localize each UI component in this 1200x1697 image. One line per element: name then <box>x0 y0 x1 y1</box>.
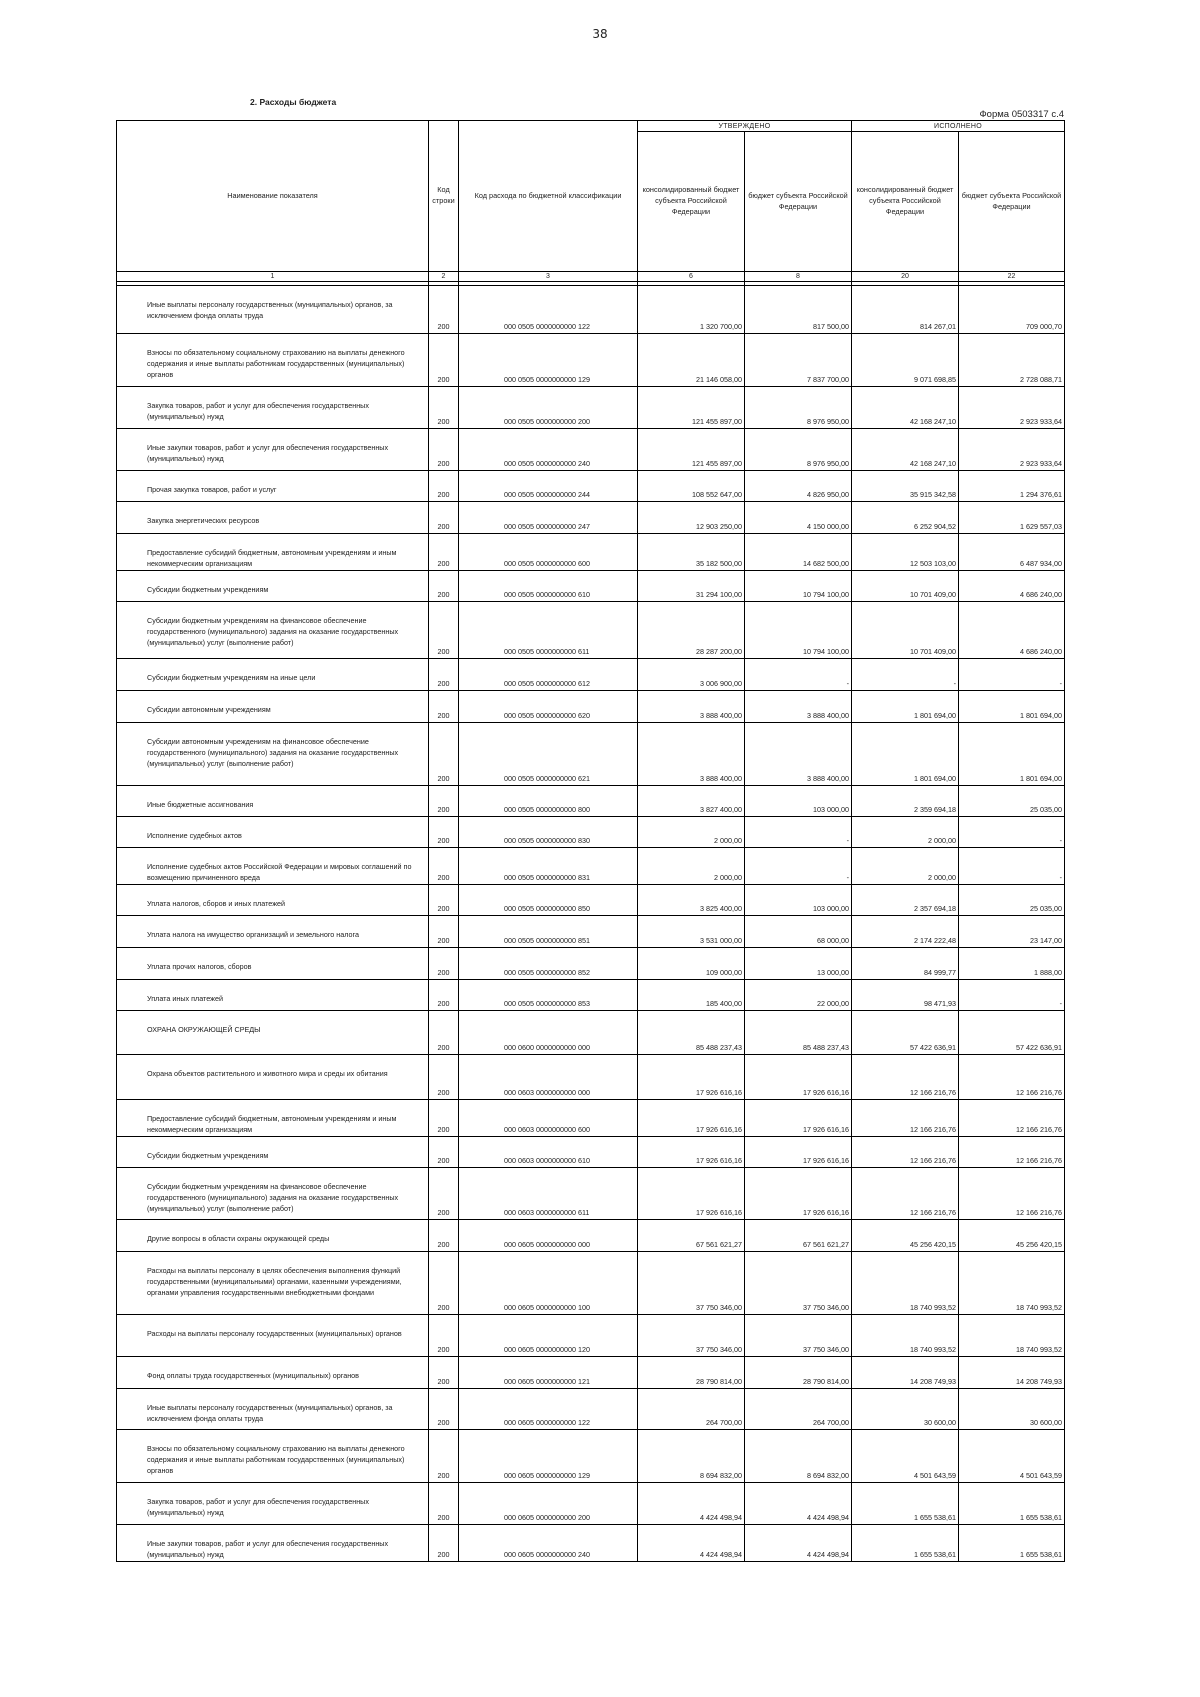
row-approved-subject: 28 790 814,00 <box>745 1357 852 1389</box>
row-approved-consolidated: 85 488 237,43 <box>638 1011 745 1055</box>
row-classification: 000 0505 0000000000 620 <box>459 691 638 723</box>
row-code: 200 <box>429 848 459 885</box>
row-name: Субсидии бюджетным учреждениям на финансовое обеспечение государственного (муниципального) задания на оказание государственных (муниципальных) услуг (выполнение работ) <box>117 1168 429 1220</box>
table-row <box>117 916 1065 948</box>
row-classification: 000 0605 0000000000 000 <box>459 1220 638 1252</box>
row-classification: 000 0505 0000000000 800 <box>459 786 638 817</box>
row-code: 200 <box>429 980 459 1011</box>
row-executed-consolidated: 30 600,00 <box>852 1389 959 1430</box>
row-executed-subject: 709 000,70 <box>959 286 1065 334</box>
row-approved-subject: - <box>745 817 852 848</box>
row-approved-subject: 14 682 500,00 <box>745 534 852 571</box>
table-row <box>117 387 1065 429</box>
row-name: Иные закупки товаров, работ и услуг для обеспечения государственных (муниципальных) нужд <box>117 1525 429 1562</box>
row-executed-subject: 57 422 636,91 <box>959 1011 1065 1055</box>
row-approved-consolidated: 2 000,00 <box>638 848 745 885</box>
row-classification: 000 0505 0000000000 200 <box>459 387 638 429</box>
row-name: Иные закупки товаров, работ и услуг для обеспечения государственных (муниципальных) нужд <box>117 429 429 471</box>
row-classification: 000 0605 0000000000 120 <box>459 1315 638 1357</box>
row-name: Фонд оплаты труда государственных (муниципальных) органов <box>117 1357 429 1389</box>
row-code: 200 <box>429 948 459 980</box>
row-executed-subject: 12 166 216,76 <box>959 1168 1065 1220</box>
row-code: 200 <box>429 471 459 502</box>
table-row <box>117 948 1065 980</box>
row-approved-subject: 85 488 237,43 <box>745 1011 852 1055</box>
row-executed-subject: 1 801 694,00 <box>959 691 1065 723</box>
row-code: 200 <box>429 1100 459 1137</box>
row-approved-subject: 264 700,00 <box>745 1389 852 1430</box>
row-approved-subject: 17 926 616,16 <box>745 1137 852 1168</box>
table-row <box>117 885 1065 916</box>
row-approved-consolidated: 37 750 346,00 <box>638 1315 745 1357</box>
row-approved-subject: 37 750 346,00 <box>745 1252 852 1315</box>
table-row <box>117 817 1065 848</box>
row-executed-subject: 30 600,00 <box>959 1389 1065 1430</box>
row-approved-subject: 13 000,00 <box>745 948 852 980</box>
row-classification: 000 0505 0000000000 850 <box>459 885 638 916</box>
row-name: Прочая закупка товаров, работ и услуг <box>117 471 429 502</box>
column-number: 2 <box>429 272 459 282</box>
row-name: Иные выплаты персоналу государственных (муниципальных) органов, за исключением фонда оплаты труда <box>117 1389 429 1430</box>
row-name: Субсидии автономным учреждениям <box>117 691 429 723</box>
column-number: 1 <box>117 272 429 282</box>
row-executed-subject: 1 888,00 <box>959 948 1065 980</box>
row-code: 200 <box>429 571 459 602</box>
row-executed-subject: 12 166 216,76 <box>959 1055 1065 1100</box>
column-number: 3 <box>459 272 638 282</box>
row-executed-subject: 14 208 749,93 <box>959 1357 1065 1389</box>
row-code: 200 <box>429 817 459 848</box>
row-executed-subject: 1 629 557,03 <box>959 502 1065 534</box>
table-row <box>117 1483 1065 1525</box>
row-executed-consolidated: 1 655 538,61 <box>852 1525 959 1562</box>
row-executed-subject: 4 501 643,59 <box>959 1430 1065 1483</box>
row-code: 200 <box>429 1220 459 1252</box>
row-executed-consolidated: 2 359 694,18 <box>852 786 959 817</box>
row-approved-consolidated: 108 552 647,00 <box>638 471 745 502</box>
row-classification: 000 0505 0000000000 612 <box>459 659 638 691</box>
row-classification: 000 0605 0000000000 100 <box>459 1252 638 1315</box>
row-code: 200 <box>429 334 459 387</box>
row-approved-consolidated: 185 400,00 <box>638 980 745 1011</box>
table-row <box>117 1357 1065 1389</box>
row-executed-subject: 1 801 694,00 <box>959 723 1065 786</box>
row-name: Исполнение судебных актов Российской Федерации и мировых соглашений по возмещению причиненного вреда <box>117 848 429 885</box>
row-classification: 000 0505 0000000000 852 <box>459 948 638 980</box>
row-executed-consolidated: 18 740 993,52 <box>852 1252 959 1315</box>
row-executed-subject: 4 686 240,00 <box>959 571 1065 602</box>
row-executed-consolidated: 814 267,01 <box>852 286 959 334</box>
row-executed-subject: 12 166 216,76 <box>959 1100 1065 1137</box>
row-name: Взносы по обязательному социальному страхованию на выплаты денежного содержания и иные выплаты работникам государственных (муниципальных) органов <box>117 1430 429 1483</box>
row-approved-subject: 3 888 400,00 <box>745 723 852 786</box>
table-row <box>117 723 1065 786</box>
table-row <box>117 429 1065 471</box>
row-code: 200 <box>429 1315 459 1357</box>
row-approved-subject: 17 926 616,16 <box>745 1100 852 1137</box>
row-approved-subject: 8 976 950,00 <box>745 429 852 471</box>
row-executed-subject: 2 728 088,71 <box>959 334 1065 387</box>
row-classification: 000 0605 0000000000 240 <box>459 1525 638 1562</box>
row-code: 200 <box>429 286 459 334</box>
table-row <box>117 286 1065 334</box>
table-row <box>117 1252 1065 1315</box>
row-classification: 000 0505 0000000000 129 <box>459 334 638 387</box>
row-executed-subject: 45 256 420,15 <box>959 1220 1065 1252</box>
row-classification: 000 0605 0000000000 200 <box>459 1483 638 1525</box>
row-approved-subject: 22 000,00 <box>745 980 852 1011</box>
table-row <box>117 602 1065 659</box>
row-approved-subject: 7 837 700,00 <box>745 334 852 387</box>
row-approved-consolidated: 28 790 814,00 <box>638 1357 745 1389</box>
row-executed-consolidated: 12 166 216,76 <box>852 1100 959 1137</box>
row-approved-consolidated: 4 424 498,94 <box>638 1483 745 1525</box>
row-approved-consolidated: 2 000,00 <box>638 817 745 848</box>
row-code: 200 <box>429 1525 459 1562</box>
row-executed-subject: 2 923 933,64 <box>959 387 1065 429</box>
row-name: Охрана объектов растительного и животного мира и среды их обитания <box>117 1055 429 1100</box>
row-approved-consolidated: 31 294 100,00 <box>638 571 745 602</box>
expenses-table <box>116 120 1065 1562</box>
table-row <box>117 1055 1065 1100</box>
row-approved-subject: 67 561 621,27 <box>745 1220 852 1252</box>
row-approved-subject: 4 826 950,00 <box>745 471 852 502</box>
table-row <box>117 1137 1065 1168</box>
row-classification: 000 0505 0000000000 621 <box>459 723 638 786</box>
row-code: 200 <box>429 786 459 817</box>
row-executed-consolidated: 1 801 694,00 <box>852 723 959 786</box>
row-classification: 000 0603 0000000000 610 <box>459 1137 638 1168</box>
row-executed-consolidated: 1 801 694,00 <box>852 691 959 723</box>
row-code: 200 <box>429 691 459 723</box>
row-executed-consolidated: 2 174 222,48 <box>852 916 959 948</box>
row-approved-consolidated: 1 320 700,00 <box>638 286 745 334</box>
row-code: 200 <box>429 1137 459 1168</box>
row-approved-consolidated: 3 888 400,00 <box>638 723 745 786</box>
row-code: 200 <box>429 1357 459 1389</box>
row-approved-subject: 10 794 100,00 <box>745 602 852 659</box>
row-name: Уплата налога на имущество организаций и земельного налога <box>117 916 429 948</box>
row-approved-consolidated: 28 287 200,00 <box>638 602 745 659</box>
row-name: Уплата налогов, сборов и иных платежей <box>117 885 429 916</box>
row-classification: 000 0505 0000000000 831 <box>459 848 638 885</box>
row-executed-subject: 23 147,00 <box>959 916 1065 948</box>
row-executed-consolidated: 42 168 247,10 <box>852 387 959 429</box>
row-approved-consolidated: 67 561 621,27 <box>638 1220 745 1252</box>
row-code: 200 <box>429 885 459 916</box>
row-classification: 000 0505 0000000000 853 <box>459 980 638 1011</box>
row-approved-consolidated: 121 455 897,00 <box>638 387 745 429</box>
row-approved-consolidated: 8 694 832,00 <box>638 1430 745 1483</box>
row-executed-subject: 12 166 216,76 <box>959 1137 1065 1168</box>
row-approved-consolidated: 3 006 900,00 <box>638 659 745 691</box>
row-executed-subject: 4 686 240,00 <box>959 602 1065 659</box>
row-approved-consolidated: 37 750 346,00 <box>638 1252 745 1315</box>
header-executed-consolidated: консолидированный бюджет субъекта Российской Федерации <box>852 132 959 272</box>
row-classification: 000 0605 0000000000 129 <box>459 1430 638 1483</box>
row-approved-subject: 10 794 100,00 <box>745 571 852 602</box>
row-approved-subject: 817 500,00 <box>745 286 852 334</box>
table-row <box>117 1315 1065 1357</box>
row-executed-consolidated: 18 740 993,52 <box>852 1315 959 1357</box>
row-approved-subject: 4 424 498,94 <box>745 1483 852 1525</box>
row-name: Иные бюджетные ассигнования <box>117 786 429 817</box>
row-approved-consolidated: 3 825 400,00 <box>638 885 745 916</box>
row-executed-consolidated: 84 999,77 <box>852 948 959 980</box>
column-number: 22 <box>959 272 1065 282</box>
table-row <box>117 534 1065 571</box>
row-approved-consolidated: 109 000,00 <box>638 948 745 980</box>
row-name: Исполнение судебных актов <box>117 817 429 848</box>
table-row <box>117 659 1065 691</box>
row-executed-subject: 25 035,00 <box>959 885 1065 916</box>
table-row <box>117 980 1065 1011</box>
row-approved-subject: 103 000,00 <box>745 786 852 817</box>
row-executed-subject: 18 740 993,52 <box>959 1252 1065 1315</box>
row-executed-consolidated: 45 256 420,15 <box>852 1220 959 1252</box>
header-approved-subject: бюджет субъекта Российской Федерации <box>745 132 852 272</box>
row-code: 200 <box>429 1389 459 1430</box>
row-classification: 000 0505 0000000000 244 <box>459 471 638 502</box>
row-code: 200 <box>429 534 459 571</box>
row-classification: 000 0505 0000000000 247 <box>459 502 638 534</box>
row-executed-consolidated: 57 422 636,91 <box>852 1011 959 1055</box>
row-name: Субсидии бюджетным учреждениям <box>117 571 429 602</box>
row-classification: 000 0603 0000000000 611 <box>459 1168 638 1220</box>
row-code: 200 <box>429 1011 459 1055</box>
row-executed-subject: - <box>959 659 1065 691</box>
row-executed-consolidated: 2 000,00 <box>852 848 959 885</box>
row-name: Расходы на выплаты персоналу в целях обеспечения выполнения функций государственными (муниципальными) органами, казенными учреждениями, органами управления государственными внебюджетными фондами <box>117 1252 429 1315</box>
row-executed-consolidated: 98 471,93 <box>852 980 959 1011</box>
column-number: 6 <box>638 272 745 282</box>
row-approved-consolidated: 3 888 400,00 <box>638 691 745 723</box>
table-row <box>117 1220 1065 1252</box>
table-row <box>117 502 1065 534</box>
row-name: Предоставление субсидий бюджетным, автономным учреждениям и иным некоммерческим организациям <box>117 534 429 571</box>
row-executed-consolidated: 35 915 342,58 <box>852 471 959 502</box>
row-approved-consolidated: 35 182 500,00 <box>638 534 745 571</box>
row-approved-subject: 17 926 616,16 <box>745 1055 852 1100</box>
header-group-executed: ИСПОЛНЕНО <box>852 121 1065 132</box>
table-row <box>117 848 1065 885</box>
row-executed-consolidated: 6 252 904,52 <box>852 502 959 534</box>
row-name: Другие вопросы в области охраны окружающей среды <box>117 1220 429 1252</box>
row-executed-subject: 25 035,00 <box>959 786 1065 817</box>
row-code: 200 <box>429 659 459 691</box>
row-approved-subject: 103 000,00 <box>745 885 852 916</box>
table-row <box>117 786 1065 817</box>
row-approved-subject: 17 926 616,16 <box>745 1168 852 1220</box>
row-name: Предоставление субсидий бюджетным, автономным учреждениям и иным некоммерческим организациям <box>117 1100 429 1137</box>
row-executed-consolidated: 12 166 216,76 <box>852 1168 959 1220</box>
row-executed-consolidated: 2 000,00 <box>852 817 959 848</box>
row-approved-consolidated: 3 531 000,00 <box>638 916 745 948</box>
header-approved-consolidated: консолидированный бюджет субъекта Российской Федерации <box>638 132 745 272</box>
row-approved-consolidated: 17 926 616,16 <box>638 1137 745 1168</box>
row-executed-subject: 2 923 933,64 <box>959 429 1065 471</box>
header-row-code: Код строки <box>429 121 459 272</box>
row-approved-subject: - <box>745 848 852 885</box>
row-approved-subject: 4 424 498,94 <box>745 1525 852 1562</box>
row-code: 200 <box>429 916 459 948</box>
row-name: ОХРАНА ОКРУЖАЮЩЕЙ СРЕДЫ <box>117 1011 429 1055</box>
table-row <box>117 1430 1065 1483</box>
row-classification: 000 0505 0000000000 611 <box>459 602 638 659</box>
row-code: 200 <box>429 387 459 429</box>
row-executed-consolidated: 14 208 749,93 <box>852 1357 959 1389</box>
row-approved-consolidated: 17 926 616,16 <box>638 1168 745 1220</box>
row-executed-subject: - <box>959 848 1065 885</box>
row-code: 200 <box>429 1168 459 1220</box>
row-approved-subject: 8 976 950,00 <box>745 387 852 429</box>
section-title: 2. Расходы бюджета <box>250 97 337 107</box>
row-approved-consolidated: 12 903 250,00 <box>638 502 745 534</box>
row-classification: 000 0505 0000000000 240 <box>459 429 638 471</box>
row-executed-consolidated: 4 501 643,59 <box>852 1430 959 1483</box>
table-row <box>117 471 1065 502</box>
row-classification: 000 0505 0000000000 600 <box>459 534 638 571</box>
row-approved-consolidated: 17 926 616,16 <box>638 1055 745 1100</box>
row-name: Субсидии бюджетным учреждениям на иные цели <box>117 659 429 691</box>
row-approved-subject: 3 888 400,00 <box>745 691 852 723</box>
column-number: 20 <box>852 272 959 282</box>
row-approved-subject: 37 750 346,00 <box>745 1315 852 1357</box>
row-approved-consolidated: 17 926 616,16 <box>638 1100 745 1137</box>
row-classification: 000 0605 0000000000 122 <box>459 1389 638 1430</box>
row-executed-consolidated: - <box>852 659 959 691</box>
row-code: 200 <box>429 1430 459 1483</box>
row-approved-consolidated: 121 455 897,00 <box>638 429 745 471</box>
column-number: 8 <box>745 272 852 282</box>
row-executed-consolidated: 12 166 216,76 <box>852 1055 959 1100</box>
row-executed-consolidated: 12 166 216,76 <box>852 1137 959 1168</box>
row-approved-consolidated: 21 146 058,00 <box>638 334 745 387</box>
row-executed-subject: 1 655 538,61 <box>959 1525 1065 1562</box>
row-classification: 000 0603 0000000000 600 <box>459 1100 638 1137</box>
row-code: 200 <box>429 723 459 786</box>
header-name: Наименование показателя <box>117 121 429 272</box>
row-code: 200 <box>429 1252 459 1315</box>
row-classification: 000 0603 0000000000 000 <box>459 1055 638 1100</box>
row-executed-subject: 1 655 538,61 <box>959 1483 1065 1525</box>
row-classification: 000 0505 0000000000 830 <box>459 817 638 848</box>
page-number: 38 <box>592 27 608 41</box>
row-classification: 000 0605 0000000000 121 <box>459 1357 638 1389</box>
row-name: Закупка товаров, работ и услуг для обеспечения государственных (муниципальных) нужд <box>117 387 429 429</box>
row-code: 200 <box>429 502 459 534</box>
row-executed-consolidated: 10 701 409,00 <box>852 602 959 659</box>
row-executed-subject: 6 487 934,00 <box>959 534 1065 571</box>
row-name: Закупка товаров, работ и услуг для обеспечения государственных (муниципальных) нужд <box>117 1483 429 1525</box>
row-code: 200 <box>429 602 459 659</box>
table-row <box>117 1100 1065 1137</box>
row-executed-consolidated: 12 503 103,00 <box>852 534 959 571</box>
row-approved-subject: - <box>745 659 852 691</box>
header-classification: Код расхода по бюджетной классификации <box>459 121 638 272</box>
row-approved-consolidated: 264 700,00 <box>638 1389 745 1430</box>
row-name: Закупка энергетических ресурсов <box>117 502 429 534</box>
row-name: Расходы на выплаты персоналу государственных (муниципальных) органов <box>117 1315 429 1357</box>
row-classification: 000 0600 0000000000 000 <box>459 1011 638 1055</box>
row-name: Взносы по обязательному социальному страхованию на выплаты денежного содержания и иные выплаты работникам государственных (муниципальных) органов <box>117 334 429 387</box>
row-executed-consolidated: 9 071 698,85 <box>852 334 959 387</box>
table-row <box>117 1389 1065 1430</box>
table-row <box>117 1168 1065 1220</box>
table-row <box>117 571 1065 602</box>
row-classification: 000 0505 0000000000 851 <box>459 916 638 948</box>
row-executed-subject: - <box>959 980 1065 1011</box>
row-approved-subject: 4 150 000,00 <box>745 502 852 534</box>
row-name: Субсидии автономным учреждениям на финансовое обеспечение государственного (муниципального) задания на оказание государственных (муниципальных) услуг (выполнение работ) <box>117 723 429 786</box>
row-name: Субсидии бюджетным учреждениям на финансовое обеспечение государственного (муниципального) задания на оказание государственных (муниципальных) услуг (выполнение работ) <box>117 602 429 659</box>
form-label: Форма 0503317 с.4 <box>979 109 1064 120</box>
row-classification: 000 0505 0000000000 610 <box>459 571 638 602</box>
row-approved-consolidated: 4 424 498,94 <box>638 1525 745 1562</box>
table-row <box>117 691 1065 723</box>
row-name: Уплата иных платежей <box>117 980 429 1011</box>
table-row <box>117 334 1065 387</box>
header-group-approved: УТВЕРЖДЕНО <box>638 121 852 132</box>
row-name: Субсидии бюджетным учреждениям <box>117 1137 429 1168</box>
row-classification: 000 0505 0000000000 122 <box>459 286 638 334</box>
row-executed-subject: 1 294 376,61 <box>959 471 1065 502</box>
row-code: 200 <box>429 1055 459 1100</box>
header-executed-subject: бюджет субъекта Российской Федерации <box>959 132 1065 272</box>
row-name: Уплата прочих налогов, сборов <box>117 948 429 980</box>
row-executed-consolidated: 2 357 694,18 <box>852 885 959 916</box>
row-executed-consolidated: 1 655 538,61 <box>852 1483 959 1525</box>
row-approved-subject: 8 694 832,00 <box>745 1430 852 1483</box>
row-executed-subject: - <box>959 817 1065 848</box>
row-name: Иные выплаты персоналу государственных (муниципальных) органов, за исключением фонда оплаты труда <box>117 286 429 334</box>
row-executed-consolidated: 10 701 409,00 <box>852 571 959 602</box>
row-code: 200 <box>429 429 459 471</box>
row-approved-consolidated: 3 827 400,00 <box>638 786 745 817</box>
row-approved-subject: 68 000,00 <box>745 916 852 948</box>
table-body <box>117 286 1065 1562</box>
row-code: 200 <box>429 1483 459 1525</box>
table-row <box>117 1011 1065 1055</box>
row-executed-consolidated: 42 168 247,10 <box>852 429 959 471</box>
row-executed-subject: 18 740 993,52 <box>959 1315 1065 1357</box>
table-row <box>117 1525 1065 1562</box>
